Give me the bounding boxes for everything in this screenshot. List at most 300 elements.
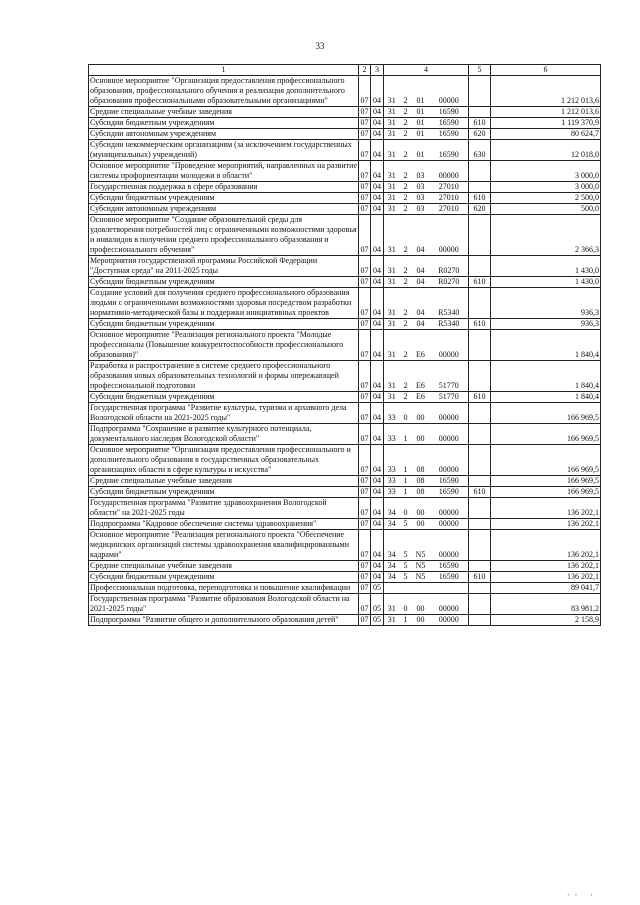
cell-subprogram: 2 [400,319,412,330]
cell-amount: 166 969,5 [491,487,601,498]
cell-amount: 2 500,0 [491,193,601,204]
cell-subsection: 04 [371,403,384,424]
table-row [89,392,601,403]
cell-program: 33 [384,424,400,445]
cell-amount: 89 041,7 [491,583,601,594]
cell-expense-type [469,594,491,615]
table-row [89,498,601,519]
cell-activity: 08 [412,445,430,476]
cell-activity: 00 [412,615,430,626]
cell-program: 31 [384,118,400,129]
cell-amount: 136 202,1 [491,498,601,519]
table-row [89,256,601,277]
cell-section: 07 [359,288,371,319]
cell-section: 07 [359,361,371,392]
table-row [89,107,601,118]
cell-amount: 2 158,9 [491,615,601,626]
cell-subprogram: 2 [400,392,412,403]
cell-expense-type [469,424,491,445]
cell-program: 34 [384,519,400,530]
cell-section: 07 [360,583,369,592]
table-row [89,361,601,392]
budget-table [88,64,601,626]
cell-section: 07 [359,530,371,561]
cell-expense-type [469,76,491,107]
page-number: 33 [315,41,325,51]
cell-amount: 936,3 [491,288,601,319]
cell-direction: R0270 [430,256,469,277]
cell-direction: 16590 [430,476,469,487]
cell-name: Подпрограмма "Развитие общего и дополнительного образования детей" [89,615,359,626]
table-row [89,615,601,626]
cell-subsection: 04 [371,572,384,583]
cell-subsection: 04 [371,288,384,319]
table-row [89,129,601,140]
cell-name: Основное мероприятие "Реализация регионального проекта "Молодые профессионалы (Повышение конкурентоспособности профессионального образования)" [89,330,359,361]
cell-program: 34 [384,561,400,572]
cell-expense-type: 610 [469,392,491,403]
cell-section: 07 [360,118,369,127]
cell-program: 31 [384,182,400,193]
cell-section: 07 [360,193,369,202]
cell-direction: 16590 [430,140,469,161]
cell-activity: 03 [412,193,430,204]
table-row [89,594,601,615]
cell-program: 31 [384,392,400,403]
table-row [89,530,601,561]
cell-program: 31 [384,615,400,626]
cell-program [384,583,400,594]
cell-expense-type [469,256,491,277]
cell-subprogram: 2 [400,76,412,107]
cell-amount: 136 202,1 [491,572,601,583]
cell-subsection: 05 [371,583,384,594]
cell-program: 31 [384,319,400,330]
cell-name: Государственная программа "Развитие здравоохранения Вологодской области" на 2021-2025 годы [89,498,359,519]
cell-direction: 00000 [430,615,469,626]
cell-expense-type: 630 [469,140,491,161]
table-row [89,583,601,594]
table-body [89,76,601,626]
cell-activity: 04 [412,256,430,277]
cell-subsection: 04 [371,161,384,182]
cell-direction: 16590 [430,561,469,572]
cell-name: Государственная поддержка в сфере образования [89,182,359,193]
cell-name: Средние специальные учебные заведения [89,561,359,572]
cell-name: Основное мероприятие "Организация предоставления профессионального и дополнительного образования в государственных образовательных организациях области в сфере культуры и искусства" [89,445,359,476]
cell-amount: 136 202,1 [491,561,601,572]
cell-name: Субсидии бюджетным учреждениям [89,487,359,498]
cell-amount: 83 981,2 [491,594,601,615]
cell-name: Субсидии бюджетным учреждениям [89,277,359,288]
cell-amount: 166 969,5 [491,476,601,487]
cell-program: 31 [384,204,400,215]
cell-activity: 01 [412,129,430,140]
cell-subprogram: 0 [400,594,412,615]
cell-program: 31 [384,107,400,118]
cell-activity: 03 [412,204,430,215]
cell-amount: 136 202,1 [491,519,601,530]
cell-direction: 27010 [430,193,469,204]
header-col-2: 2 [359,65,371,76]
cell-subprogram: 2 [400,361,412,392]
cell-subprogram: 2 [400,118,412,129]
cell-direction: 00000 [430,330,469,361]
cell-activity: N5 [412,530,430,561]
cell-subsection: 04 [371,118,384,129]
cell-subprogram: 1 [400,424,412,445]
cell-activity: 01 [412,76,430,107]
cell-activity: 01 [412,140,430,161]
cell-expense-type [469,445,491,476]
cell-activity: 01 [412,107,430,118]
table-row [89,277,601,288]
cell-expense-type: 620 [469,204,491,215]
cell-program: 31 [384,361,400,392]
cell-name: Мероприятия государственной программы Российской Федерации "Доступная среда" на 2011-2025 годы [89,256,359,277]
cell-subsection: 04 [371,424,384,445]
cell-subprogram: 0 [400,403,412,424]
cell-activity: 03 [412,161,430,182]
cell-section: 07 [359,403,371,424]
cell-amount: 1 430,0 [491,256,601,277]
cell-direction: 51770 [430,361,469,392]
cell-expense-type [469,476,491,487]
cell-direction: 16590 [430,129,469,140]
cell-expense-type [469,530,491,561]
cell-name: Основное мероприятие "Реализация регионального проекта "Обеспечение медицинских организаций системы здравоохранения квалифицированными кадрами" [89,530,359,561]
header-col-3: 3 [371,65,384,76]
cell-section: 07 [360,519,369,528]
cell-program: 31 [384,215,400,256]
cell-direction: 16590 [430,107,469,118]
table-row [89,445,601,476]
cell-subsection: 04 [371,487,384,498]
cell-direction: R0270 [430,277,469,288]
cell-amount: 1 840,4 [491,392,601,403]
header-col-4: 4 [384,65,469,76]
cell-subprogram: 2 [400,182,412,193]
cell-expense-type [469,615,491,626]
cell-direction: R5340 [430,319,469,330]
cell-subprogram: 2 [400,288,412,319]
cell-expense-type [469,561,491,572]
cell-expense-type [469,330,491,361]
cell-subsection: 04 [371,182,384,193]
cell-program: 31 [384,76,400,107]
cell-subsection: 04 [371,193,384,204]
cell-subsection: 04 [371,129,384,140]
cell-subsection: 04 [371,330,384,361]
cell-subprogram: 1 [400,476,412,487]
cell-section: 07 [359,161,371,182]
cell-name: Субсидии автономным учреждениям [89,129,359,140]
cell-expense-type: 610 [469,193,491,204]
cell-activity: E6 [412,392,430,403]
table-row [89,76,601,107]
cell-amount: 936,3 [491,319,601,330]
cell-direction: 00000 [430,594,469,615]
cell-subsection: 04 [371,140,384,161]
cell-subprogram: 2 [400,140,412,161]
cell-name: Субсидии некоммерческим организациям (за исключением государственных (муниципальных) учреждений) [89,140,359,161]
cell-amount: 136 202,1 [491,530,601,561]
cell-section: 07 [360,107,369,116]
cell-direction: R5340 [430,288,469,319]
cell-subsection: 05 [371,615,384,626]
cell-subprogram: 1 [400,445,412,476]
cell-activity: 00 [412,403,430,424]
cell-subsection: 04 [371,107,384,118]
cell-activity: 01 [412,118,430,129]
table-row [89,519,601,530]
cell-subsection: 04 [371,319,384,330]
cell-subprogram: 2 [400,161,412,182]
cell-subprogram: 5 [400,530,412,561]
cell-program: 33 [384,487,400,498]
cell-activity: N5 [412,561,430,572]
cell-amount: 3 000,0 [491,161,601,182]
cell-direction: 51770 [430,392,469,403]
cell-expense-type [469,498,491,519]
cell-name: Профессиональная подготовка, переподготовка и повышение квалификации [89,583,359,594]
cell-subsection: 04 [371,519,384,530]
cell-expense-type [469,161,491,182]
table-row [89,487,601,498]
cell-activity [412,583,430,594]
cell-section: 07 [359,76,371,107]
cell-subsection: 04 [371,76,384,107]
cell-section: 07 [360,572,369,581]
cell-name: Разработка и распространение в системе среднего профессионального образования новых образовательных технологий и формы опережающей профессиональной подготовки [89,361,359,392]
cell-subsection: 05 [371,594,384,615]
cell-activity: 08 [412,476,430,487]
cell-activity: N5 [412,572,430,583]
cell-expense-type: 610 [469,319,491,330]
cell-program: 33 [384,403,400,424]
cell-name: Подпрограмма "Кадровое обеспечение системы здравоохранения" [89,519,359,530]
cell-expense-type [469,182,491,193]
cell-direction: 00000 [430,498,469,519]
cell-amount: 1 212 013,6 [491,107,601,118]
cell-subprogram: 2 [400,277,412,288]
cell-expense-type: 610 [469,572,491,583]
table-row [89,204,601,215]
cell-activity: 03 [412,182,430,193]
cell-section: 07 [360,392,369,401]
cell-section: 07 [359,498,371,519]
cell-subprogram [400,583,412,594]
cell-subprogram: 2 [400,330,412,361]
cell-section: 07 [360,561,369,570]
cell-name: Государственная программа "Развитие образования Вологодской области на 2021-2025 годы" [89,594,359,615]
cell-expense-type [469,583,491,594]
table-row [89,561,601,572]
cell-expense-type [469,215,491,256]
cell-name: Субсидии бюджетным учреждениям [89,392,359,403]
table-row [89,215,601,256]
cell-activity: 00 [412,519,430,530]
cell-program: 34 [384,498,400,519]
cell-subprogram: 1 [400,487,412,498]
cell-program: 34 [384,572,400,583]
cell-section: 07 [360,182,369,191]
cell-section: 07 [360,319,369,328]
cell-direction: 16590 [430,487,469,498]
cell-expense-type [469,403,491,424]
cell-name: Создание условий для получения среднего профессионального образования людьми с ограниченными возможностями здоровья посредством разработки нормативно-методической базы и поддержки инициативных проектов [89,288,359,319]
cell-name: Подпрограмма "Сохранение и развитие культурного потенциала, документального наследия Вологодской области" [89,424,359,445]
cell-amount: 1 212 013,6 [491,76,601,107]
cell-section: 07 [359,140,371,161]
cell-activity: 00 [412,594,430,615]
cell-direction: 00000 [430,530,469,561]
header-col-1: 1 [89,65,359,76]
cell-amount: 166 969,5 [491,403,601,424]
table-header-row [89,65,601,76]
cell-section: 07 [359,594,371,615]
cell-direction: 27010 [430,204,469,215]
table-row [89,319,601,330]
corner-marks: ’’ ’ [567,893,599,901]
cell-program: 31 [384,594,400,615]
cell-expense-type [469,361,491,392]
cell-direction: 00000 [430,215,469,256]
cell-amount: 1 119 370,9 [491,118,601,129]
table-row [89,288,601,319]
cell-amount: 2 366,3 [491,215,601,256]
cell-name: Средние специальные учебные заведения [89,107,359,118]
cell-subsection: 04 [371,476,384,487]
cell-subprogram: 2 [400,204,412,215]
cell-amount: 80 624,7 [491,129,601,140]
cell-name: Основное мероприятие "Создание образовательной среды для удовлетворения потребностей лиц с ограниченными возможностями здоровья и инвалидов в получении среднего профессионального образования и профессионального обучения" [90,215,357,254]
table-row [89,193,601,204]
table-row [89,572,601,583]
cell-section: 07 [360,204,369,213]
cell-program: 31 [384,161,400,182]
cell-section: 07 [360,277,369,286]
cell-subprogram: 2 [400,193,412,204]
cell-program: 31 [384,288,400,319]
cell-activity: 04 [412,319,430,330]
cell-name: Средние специальные учебные заведения [89,476,359,487]
cell-subsection: 04 [371,215,384,256]
cell-subprogram: 1 [400,615,412,626]
cell-program: 31 [384,129,400,140]
table-row [89,161,601,182]
cell-expense-type [469,107,491,118]
cell-section: 07 [360,476,369,485]
cell-program: 31 [384,277,400,288]
table-row [89,476,601,487]
cell-section: 07 [359,330,371,361]
cell-expense-type [469,288,491,319]
table-row [89,118,601,129]
cell-expense-type: 610 [469,118,491,129]
cell-section: 07 [359,445,371,476]
cell-subsection: 04 [371,204,384,215]
cell-activity: 04 [412,277,430,288]
header-col-5: 5 [469,65,491,76]
cell-subsection: 04 [371,361,384,392]
cell-name: Основное мероприятие "Организация предоставления профессионального образования, профессионального обучения и реализация дополнительного образования профессиональными образовательными организациями" [89,76,359,107]
cell-subsection: 04 [371,498,384,519]
cell-name: Субсидии бюджетным учреждениям [89,319,359,330]
cell-activity: 04 [412,215,430,256]
cell-name: Субсидии бюджетным учреждениям [89,572,359,583]
cell-amount: 12 018,0 [491,140,601,161]
cell-subprogram: 2 [400,129,412,140]
cell-direction: 16590 [430,572,469,583]
header-col-6: 6 [491,65,601,76]
cell-section: 07 [359,256,371,277]
table-row [89,182,601,193]
cell-activity: E6 [412,330,430,361]
cell-direction: 00000 [430,161,469,182]
cell-subprogram: 2 [400,107,412,118]
cell-program: 31 [384,193,400,204]
cell-program: 34 [384,530,400,561]
cell-program: 33 [384,445,400,476]
cell-subprogram: 5 [400,519,412,530]
cell-program: 31 [384,140,400,161]
cell-expense-type [469,519,491,530]
cell-direction: 00000 [430,424,469,445]
cell-subprogram: 5 [400,561,412,572]
cell-expense-type: 620 [469,129,491,140]
cell-name: Основное мероприятие "Проведение мероприятий, направленных на развитие системы профориентации молодежи в области" [90,161,358,180]
cell-direction: 00000 [430,445,469,476]
cell-subsection: 04 [371,445,384,476]
cell-subsection: 04 [371,530,384,561]
cell-amount: 500,0 [491,204,601,215]
cell-name: Субсидии бюджетным учреждениям [89,193,359,204]
cell-activity: E6 [412,361,430,392]
cell-subprogram: 2 [400,215,412,256]
cell-amount: 166 969,5 [491,445,601,476]
cell-name: Государственная программа "Развитие культуры, туризма и архивного дела Вологодской области на 2021-2025 годы" [89,403,359,424]
cell-program: 33 [384,476,400,487]
cell-amount: 1 840,4 [491,330,601,361]
cell-activity: 00 [412,424,430,445]
cell-section: 07 [360,129,369,138]
cell-amount: 1 840,4 [491,361,601,392]
cell-section: 07 [359,215,371,256]
cell-direction: 16590 [430,118,469,129]
cell-name: Субсидии бюджетным учреждениям [89,118,359,129]
table-row [89,330,601,361]
table-row [89,403,601,424]
cell-amount: 3 000,0 [491,182,601,193]
cell-direction: 27010 [430,182,469,193]
cell-subsection: 04 [371,256,384,277]
cell-subsection: 04 [371,392,384,403]
cell-activity: 00 [412,498,430,519]
cell-expense-type: 610 [469,487,491,498]
cell-amount: 166 969,5 [491,424,601,445]
cell-section: 07 [360,487,369,496]
cell-program: 31 [384,330,400,361]
cell-subsection: 04 [371,561,384,572]
cell-subsection: 04 [371,277,384,288]
cell-activity: 08 [412,487,430,498]
cell-section: 07 [359,424,371,445]
table-row [89,424,601,445]
cell-expense-type: 610 [469,277,491,288]
cell-name: Субсидии автономным учреждениям [89,204,359,215]
cell-direction: 00000 [430,519,469,530]
